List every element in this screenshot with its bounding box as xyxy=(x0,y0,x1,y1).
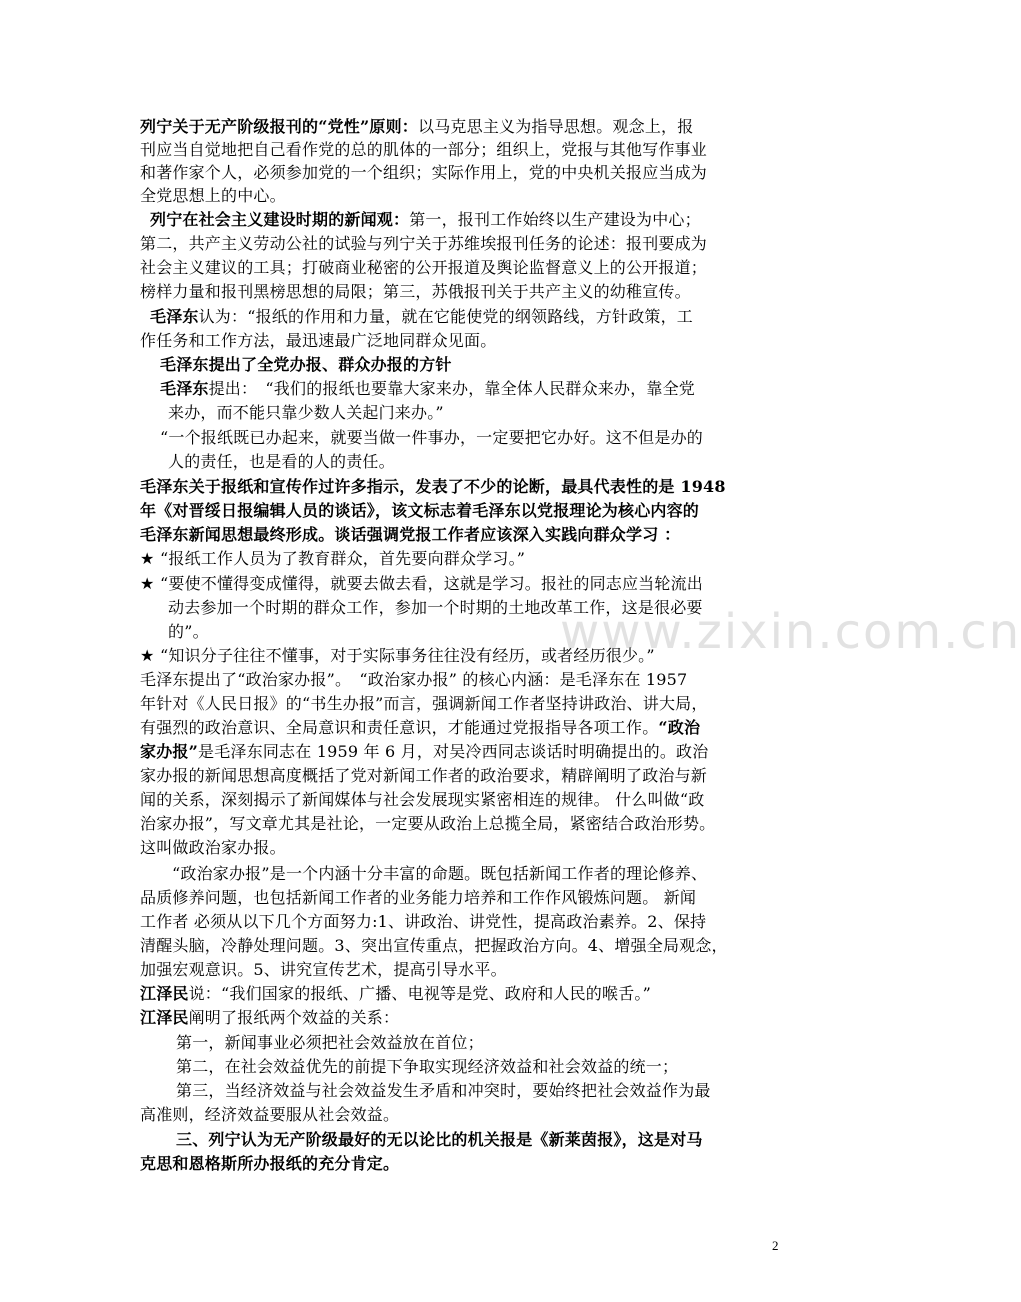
text-line: 人的责任，也是看的人的责任。 xyxy=(168,452,395,471)
text-line: 作任务和工作方法，最迅速最广泛地同群众见面。 xyxy=(140,331,497,350)
paragraph-jiang-mouthpiece xyxy=(140,982,780,1006)
heading: 毛泽东 xyxy=(160,379,209,398)
paragraph-mao-newspaper-role xyxy=(150,305,790,329)
text: 有强烈的政治意识、全局意识和责任意识，才能通过党报指导各项工作。 xyxy=(140,718,659,737)
heading: 列宁关于无产阶级报刊的“党性”原则： xyxy=(140,117,419,136)
text-line: 年针对《人民日报》的“书生办报”而言，强调新闻工作者坚持讲政治、讲大局， xyxy=(140,694,708,713)
text-line: 这叫做政治家办报。 xyxy=(140,838,286,857)
text-line: 的”。 xyxy=(168,622,209,641)
text-line: 第二，共产主义劳动公社的试验与列宁关于苏维埃报刊任务的论述：报刊要成为 xyxy=(140,234,708,253)
page-number: 2 xyxy=(772,1238,779,1253)
text: “知识分子往往不懂事，对于实际事务往往没有经历，或者经历很少。” xyxy=(160,646,655,665)
text-line: 家办报的新闻思想高度概括了党对新闻工作者的政治要求，精辟阐明了政治与新 xyxy=(140,766,708,785)
text-line: 清醒头脑，冷静处理问题。3、突出宣传重点，把握政治方向。4、增强全局观念， xyxy=(140,936,728,955)
text: 以马克思主义为指导思想。观念上，报 xyxy=(418,117,694,136)
text-line: 毛泽东提出了“政治家办报”。 “政治家办报” 的核心内涵：是毛泽东在 1957 xyxy=(140,670,688,689)
text-line: 品质修养问题，也包括新闻工作者的业务能力培养和工作作风锻炼问题。 新闻 xyxy=(140,888,697,907)
text-line: 第三，当经济效益与社会效益发生矛盾和冲突时，要始终把社会效益作为最 xyxy=(176,1081,711,1100)
text-line: 全党思想上的中心。 xyxy=(140,186,286,205)
text-line: 第一，新闻事业必须把社会效益放在首位； xyxy=(176,1033,484,1052)
text-line: 动去参加一个时期的群众工作，参加一个时期的土地改革工作，这是很必要 xyxy=(168,598,703,617)
text-line: 第二，在社会效益优先的前提下争取实现经济效益和社会效益的统一； xyxy=(176,1057,679,1076)
text: “要使不懂得变成懂得，就要去做去看，这就是学习。报社的同志应当轮流出 xyxy=(160,574,703,593)
paragraph-lenin-news-view xyxy=(150,208,790,232)
text-line: 高准则，经济效益要服从社会效益。 xyxy=(140,1105,400,1124)
watermark: www.zixin.com.cn xyxy=(560,604,1021,660)
paragraph-jiang-benefits xyxy=(140,1006,780,1030)
star-icon: ★ xyxy=(140,574,155,593)
text-line: 三、列宁认为无产阶级最好的无以论比的机关报是《新莱茵报》，这是对马 xyxy=(176,1130,703,1149)
heading: 列宁在社会主义建设时期的新闻观： xyxy=(150,210,410,229)
text-line xyxy=(140,740,780,764)
text-line: 闻的关系，深刻揭示了新闻媒体与社会发展现实紧密相连的规律。 什么叫做“政 xyxy=(140,790,705,809)
list-item xyxy=(140,572,780,596)
text: “报纸工作人员为了教育群众，首先要向群众学习。” xyxy=(160,549,526,568)
text-line: 刊应当自觉地把自己看作党的总的肌体的一部分；组织上，党报与其他写作事业 xyxy=(140,140,708,159)
text-line: 加强宏观意识。5、讲究宣传艺术，提高引导水平。 xyxy=(140,960,507,979)
heading: 江泽民 xyxy=(140,1008,189,1027)
text-line: 社会主义建议的工具；打破商业秘密的公开报道及舆论监督意义上的公开报道； xyxy=(140,258,708,277)
emphasis: 家办报” xyxy=(140,742,199,761)
text-line: 和著作家个人，必须参加党的一个组织；实际作用上，党的中央机关报应当成为 xyxy=(140,163,708,182)
list-item xyxy=(140,644,780,668)
text-line: 年《对晋绥日报编辑人员的谈话》，该文标志着毛泽东以党报理论为核心内容的 xyxy=(140,501,700,520)
text: 阐明了报纸两个效益的关系： xyxy=(188,1008,400,1027)
text-line xyxy=(140,716,780,740)
text-line: 毛泽东关于报纸和宣传作过许多指示，发表了不少的论断，最具代表性的是 1948 xyxy=(140,477,726,496)
star-icon: ★ xyxy=(140,549,155,568)
text: 提出： “我们的报纸也要靠大家来办，靠全体人民群众来办，靠全党 xyxy=(208,379,695,398)
text: 认为：“报纸的作用和力量，就在它能使党的纲领路线，方针政策，工 xyxy=(198,307,693,326)
paragraph-mao-proposal xyxy=(160,377,800,401)
star-icon: ★ xyxy=(140,646,155,665)
heading: 江泽民 xyxy=(140,984,189,1003)
text-line: “政治家办报”是一个内涵十分丰富的命题。既包括新闻工作者的理论修养、 xyxy=(172,864,708,883)
text: 说：“我们国家的报纸、广播、电视等是党、政府和人民的喉舌。” xyxy=(188,984,651,1003)
text-line: 毛泽东新闻思想最终形成。谈话强调党报工作者应该深入实践向群众学习 ： xyxy=(140,525,681,544)
text-line: “一个报纸既已办起来，就要当做一件事办，一定要把它办好。这不但是办的 xyxy=(160,428,703,447)
text: 第一，报刊工作始终以生产建设为中心； xyxy=(409,210,701,229)
text: 是毛泽东同志在 1959 年 6 月，对吴冷西同志谈话时明确提出的。政治 xyxy=(198,742,709,761)
paragraph-lenin-party-principle xyxy=(140,115,780,139)
text-line: 克思和恩格斯所办报纸的充分肯定。 xyxy=(140,1154,400,1173)
emphasis: “政治 xyxy=(658,718,701,737)
text-line: 治家办报”，写文章尤其是社论，一定要从政治上总揽全局，紧密结合政治形势。 xyxy=(140,814,716,833)
text-line: 工作者 必须从以下几个方面努力:1、讲政治、讲党性，提高政治素养。2、保持 xyxy=(140,912,707,931)
text-line: 来办，而不能只靠少数人关起门来办。” xyxy=(168,403,444,422)
heading: 毛泽东 xyxy=(150,307,199,326)
list-item xyxy=(140,547,780,571)
heading-mao-policy: 毛泽东提出了全党办报、群众办报的方针 xyxy=(160,355,452,374)
text-line: 榜样力量和报刊黑榜思想的局限；第三，苏俄报刊关于共产主义的幼稚宣传。 xyxy=(140,282,691,301)
